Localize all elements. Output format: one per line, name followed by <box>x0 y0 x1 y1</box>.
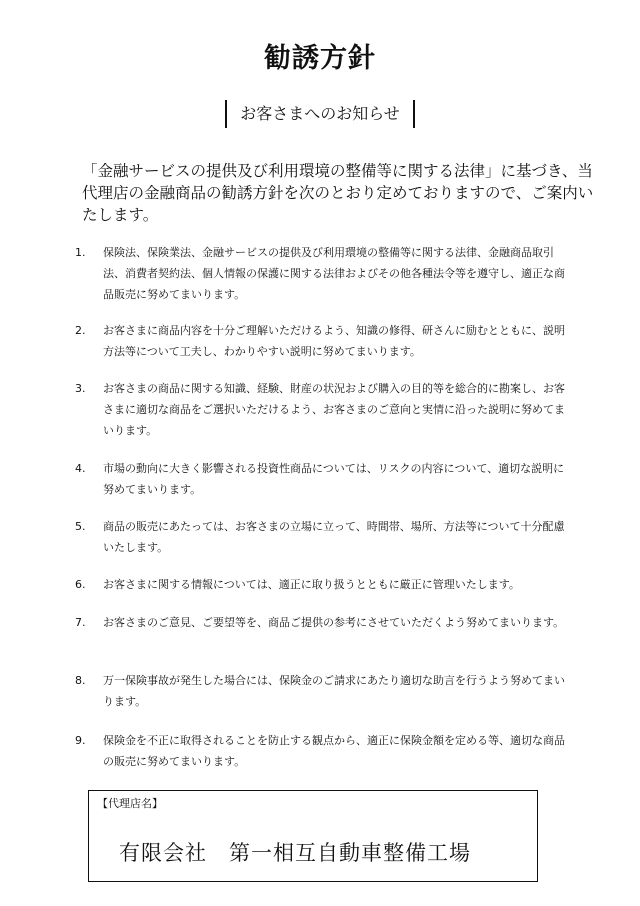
policy-item-3 <box>75 378 575 441</box>
agency-name: 有限会社 第一相互自動車整備工場 <box>119 841 471 865</box>
policy-text: お客さまの商品に関する知識、経験、財産の状況および購入の目的等を総合的に勘案し、お客さまに適切な商品をご選択いただけるよう、お客さまのご意向と実情に沿った説明に努めてまいります。 <box>103 382 565 437</box>
policy-text: 市場の動向に大きく影響される投資性商品については、リスクの内容について、適切な説明に努めてまいります。 <box>103 462 565 496</box>
policy-number: 2. <box>75 324 86 337</box>
policy-item-8 <box>75 670 575 712</box>
agency-box <box>88 790 538 882</box>
policy-number: 5. <box>75 520 86 533</box>
policy-number: 6. <box>75 578 86 591</box>
policy-number: 4. <box>75 462 86 475</box>
policy-number: 3. <box>75 382 86 395</box>
intro-paragraph: 「金融サービスの提供及び利用環境の整備等に関する法律」に基づき、当代理店の金融商品の勧誘方針を次のとおり定めておりますので、ご案内いたします。 <box>82 162 594 224</box>
policy-number: 7. <box>75 616 86 629</box>
policy-item-1 <box>75 242 575 305</box>
policy-text: お客さまに関する情報については、適正に取り扱うとともに厳正に管理いたします。 <box>103 578 520 591</box>
policy-item-5 <box>75 516 575 558</box>
policy-text: 商品の販売にあたっては、お客さまの立場に立って、時間帯、場所、方法等について十分配慮いたします。 <box>103 520 565 554</box>
policy-number: 8. <box>75 674 86 687</box>
notice-heading: お客さまへのお知らせ <box>225 100 415 128</box>
policy-text: お客さまに商品内容を十分ご理解いただけるよう、知識の修得、研さんに励むとともに、説明方法等について工夫し、わかりやすい説明に努めてまいります。 <box>103 324 565 358</box>
policy-item-6 <box>75 574 575 595</box>
policy-item-7 <box>75 612 575 633</box>
policy-text: 保険金を不正に取得されることを防止する観点から、適正に保険金額を定める等、適切な商品の販売に努めてまいります。 <box>103 734 565 768</box>
policy-text: 万一保険事故が発生した場合には、保険金のご請求にあたり適切な助言を行うよう努めてまいります。 <box>103 674 565 708</box>
agency-label: 【代理店名】 <box>97 797 163 810</box>
policy-item-4 <box>75 458 575 500</box>
policy-number: 9. <box>75 734 86 747</box>
policy-text: お客さまのご意見、ご要望等を、商品ご提供の参考にさせていただくよう努めてまいります。 <box>103 616 565 629</box>
page-title: 勧誘方針 <box>264 43 376 74</box>
policy-item-2 <box>75 320 575 362</box>
policy-text: 保険法、保険業法、金融サービスの提供及び利用環境の整備等に関する法律、金融商品取引法、消費者契約法、個人情報の保護に関する法律およびその他各種法令等を遵守し、適正な商品販売に努めてまいります。 <box>103 246 565 301</box>
policy-number: 1. <box>75 246 86 259</box>
policy-item-9 <box>75 730 575 772</box>
